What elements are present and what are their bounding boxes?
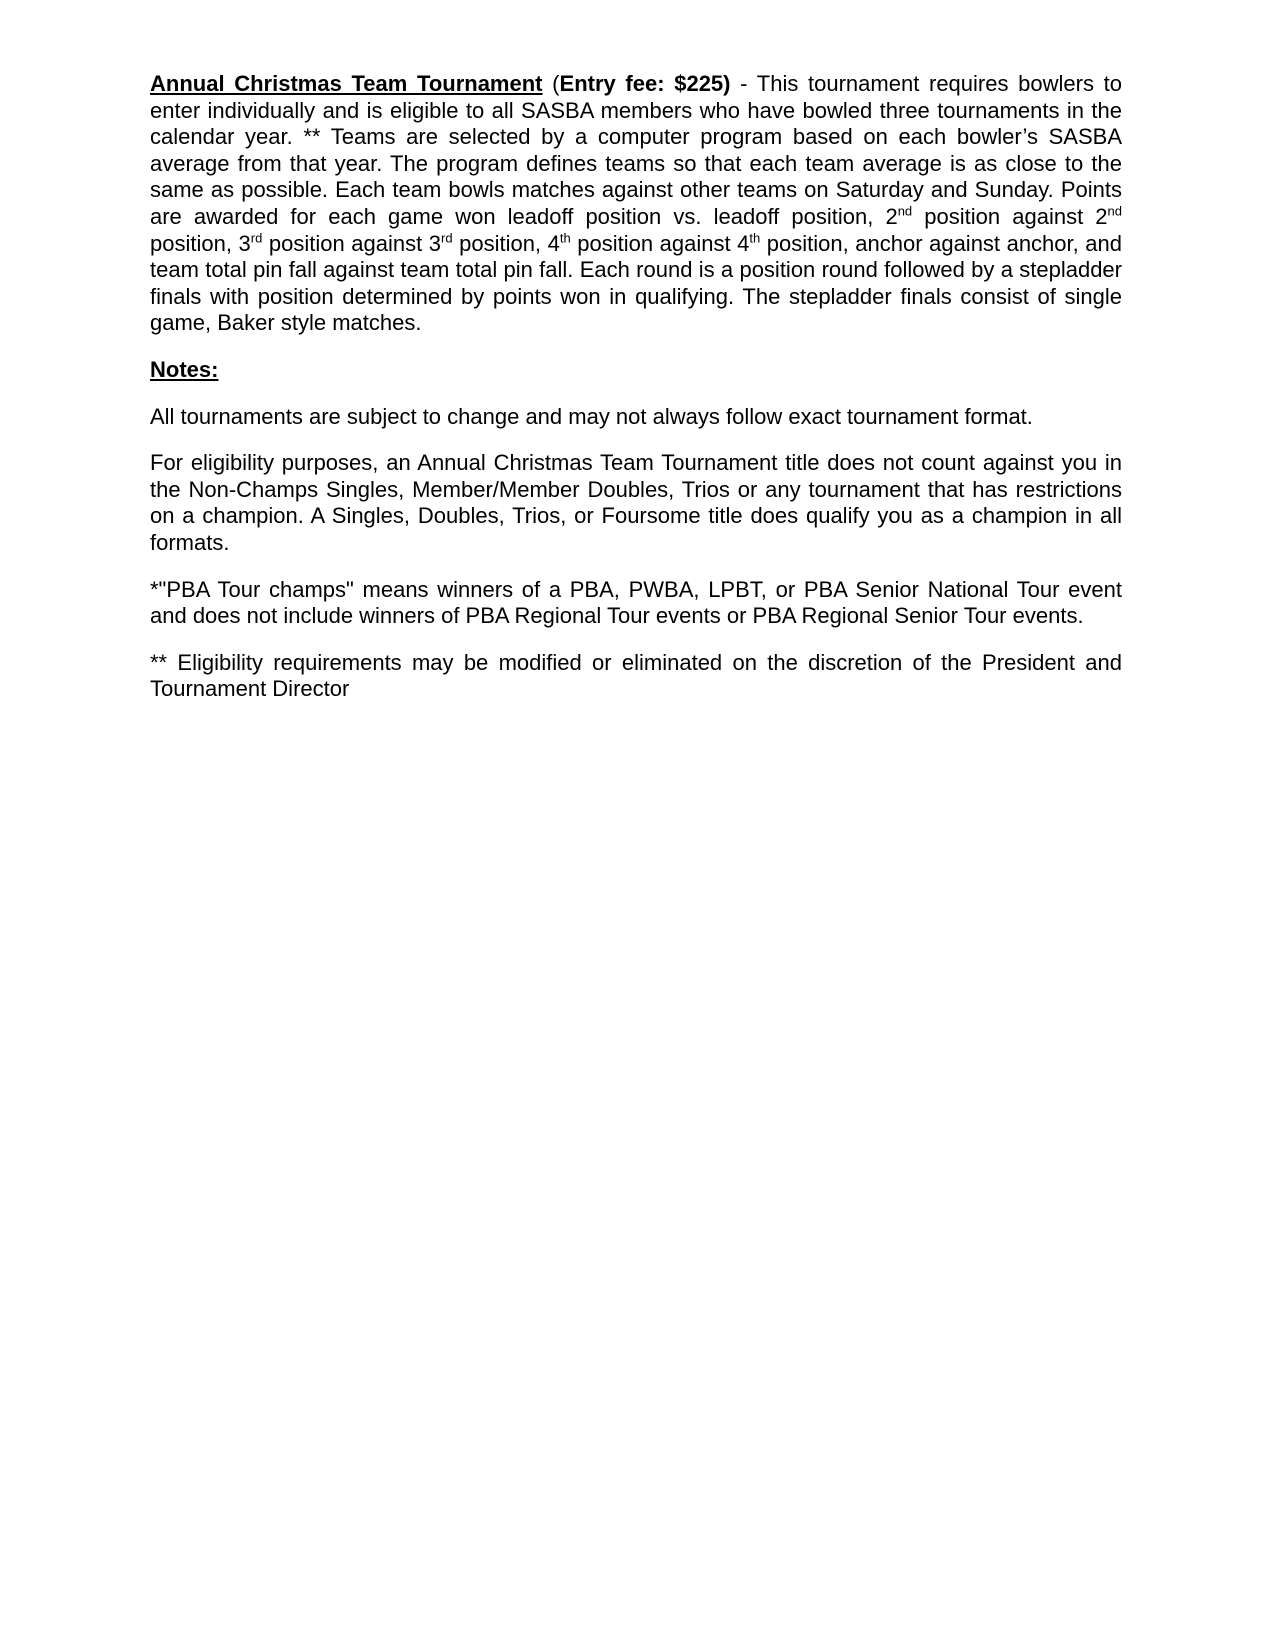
- tournament-description-paragraph: [150, 71, 1122, 337]
- tournament-description-paragraph-run-9: position against 3: [262, 230, 441, 256]
- note-subject-to-change-run-0: All tournaments are subject to change and may not always follow exact tournament format.: [150, 403, 1033, 429]
- tournament-description-paragraph-run-1: (: [542, 71, 560, 96]
- tournament-description-paragraph-run-4: nd: [897, 203, 913, 219]
- tournament-description-paragraph-run-6: nd: [1107, 203, 1123, 219]
- tournament-description-paragraph-run-7: position, 3: [150, 230, 251, 256]
- tournament-description-paragraph-run-3: - This tournament requires bowlers to enter individually and is eligible to all SASBA members who have bowled three tournaments in the calendar year. ** Teams are selected by a computer program based on each bowler’s SASBA average from that year. The program defines teams so that each team average is as close to the same as possible. Each team bowls matches against other teams on Saturday and Sunday. Points are awarded for each game won leadoff position vs. leadoff position, 2: [150, 71, 1122, 229]
- notes-heading: [150, 357, 1122, 384]
- tournament-description-paragraph-run-8: rd: [250, 230, 263, 246]
- tournament-description-paragraph-run-14: th: [749, 230, 761, 246]
- tournament-description-paragraph-run-2: Entry fee: $225): [559, 71, 731, 96]
- tournament-description-paragraph-run-0: Annual Christmas Team Tournament: [150, 71, 543, 96]
- tournament-description-paragraph-run-5: position against 2: [912, 203, 1108, 229]
- document-body: [150, 71, 1122, 703]
- tournament-description-paragraph-run-10: rd: [440, 230, 453, 246]
- tournament-description-paragraph-run-13: position against 4: [570, 230, 750, 256]
- note-eligibility-titles: [150, 450, 1122, 556]
- note-eligibility-titles-run-0: For eligibility purposes, an Annual Christmas Team Tournament title does not count against you in the Non-Champs Singles, Member/Member Doubles, Trios or any tournament that has restrictions on a champion. A Singles, Doubles, Trios, or Foursome title does qualify you as a champion in all formats.: [150, 450, 1122, 555]
- note-subject-to-change: [150, 404, 1122, 431]
- note-eligibility-modification-run-0: ** Eligibility requirements may be modified or eliminated on the discretion of the President and Tournament Director: [150, 649, 1122, 702]
- tournament-description-paragraph-run-11: position, 4: [452, 230, 560, 256]
- note-pba-tour-champs: [150, 577, 1122, 630]
- note-eligibility-modification: [150, 650, 1122, 703]
- tournament-description-paragraph-run-15: position, anchor against anchor, and team total pin fall against team total pin fall. Each round is a position round followed by a stepladder finals with position determined by points won in qualifying. The stepladder finals consist of single game, Baker style matches.: [150, 230, 1123, 336]
- note-pba-tour-champs-run-0: *"PBA Tour champs" means winners of a PBA, PWBA, LPBT, or PBA Senior National Tour event and does not include winners of PBA Regional Tour events or PBA Regional Senior Tour events.: [150, 576, 1122, 629]
- tournament-description-paragraph-run-12: th: [559, 230, 571, 246]
- notes-heading-run-0: Notes:: [150, 356, 219, 382]
